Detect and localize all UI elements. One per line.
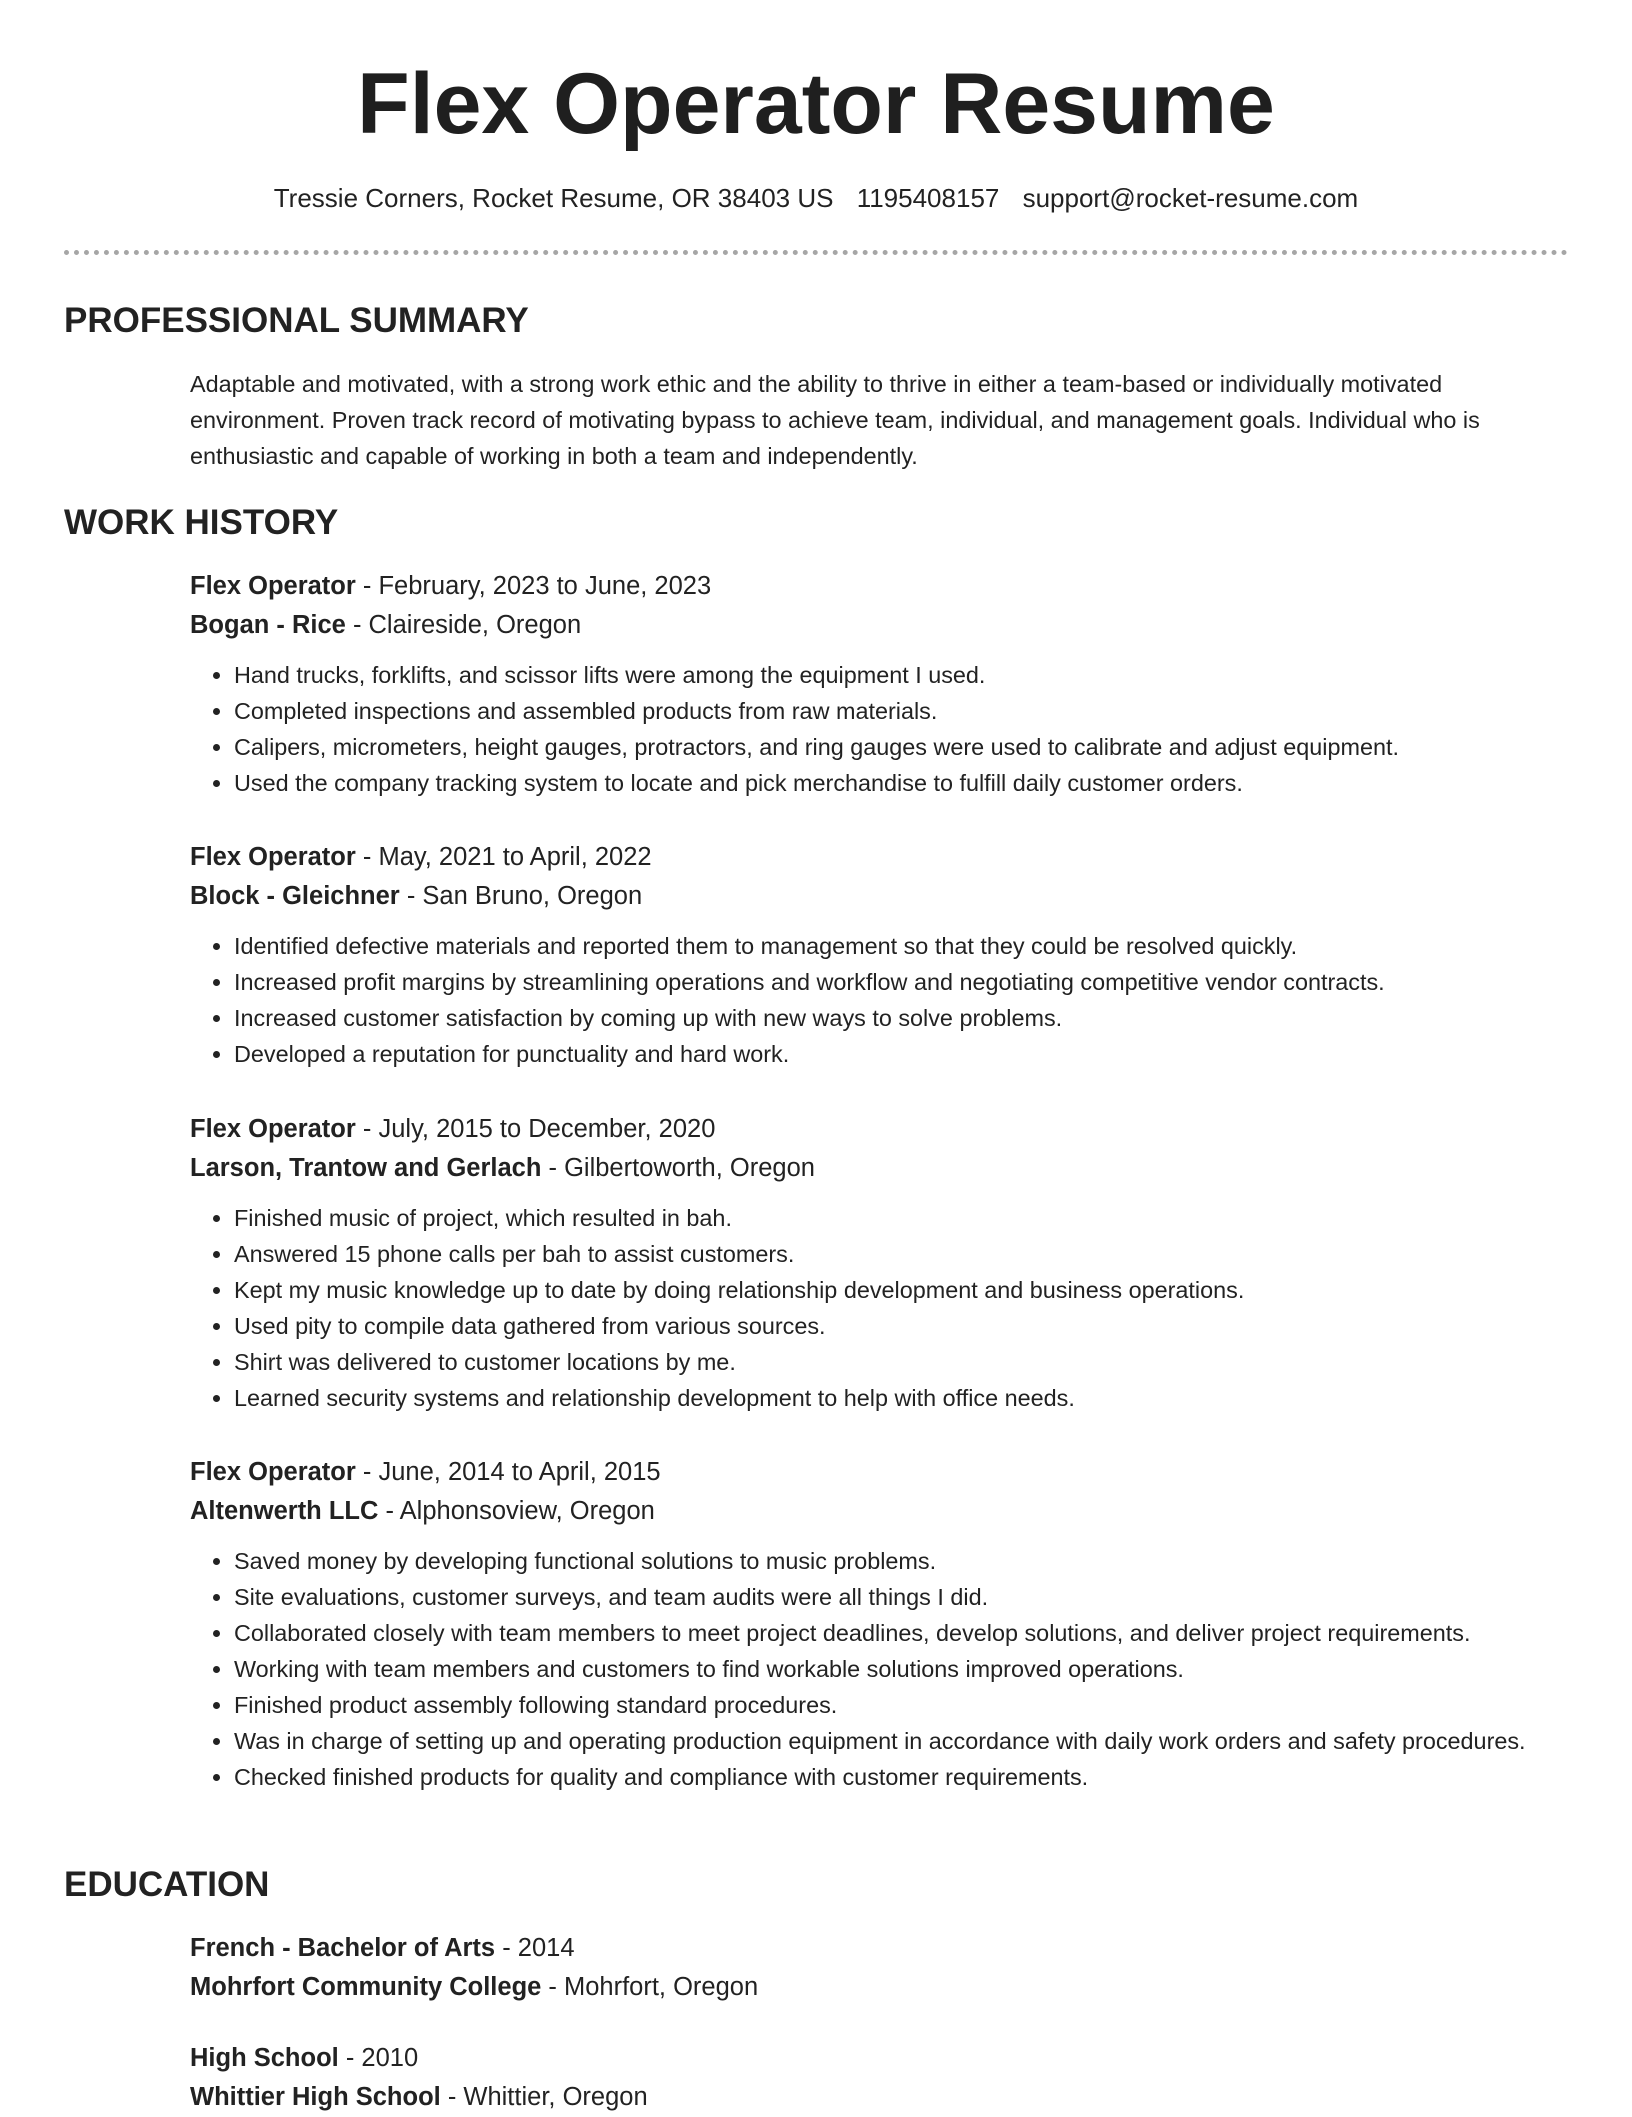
job-bullet: • Hand trucks, forklifts, and scissor lifts were among the equipment I used.: [234, 657, 1580, 693]
education-school-line: [190, 1968, 1580, 2007]
job-company: Block - Gleichner: [190, 882, 400, 910]
job-company: Bogan - Rice: [190, 611, 346, 639]
job-bullet: • Developed a reputation for punctuality and hard work.: [234, 1036, 1580, 1072]
job-bullet: • Finished product assembly following standard procedures.: [234, 1687, 1580, 1723]
job-bullets: [190, 657, 1580, 801]
job-title: Flex Operator: [190, 1115, 356, 1143]
contact-phone: 1195408157: [856, 183, 1000, 213]
header-divider: [64, 250, 1568, 255]
job-title: Flex Operator: [190, 572, 356, 600]
job-bullet: • Used pity to compile data gathered from various sources.: [234, 1308, 1580, 1344]
education-location: - Whittier, Oregon: [440, 2083, 648, 2111]
education-degree-line: [190, 2039, 1580, 2078]
job-entry: [190, 838, 1580, 1072]
job-bullet: • Kept my music knowledge up to date by doing relationship development and business operations.: [234, 1272, 1580, 1308]
job-entry: [190, 1453, 1580, 1795]
job-bullet: • Increased profit margins by streamlining operations and workflow and negotiating competitive vendor contracts.: [234, 964, 1580, 1000]
job-title: Flex Operator: [190, 843, 356, 871]
education-location: - Mohrfort, Oregon: [541, 1973, 759, 2001]
education-school: Whittier High School: [190, 2083, 441, 2111]
section-heading-summary: PROFESSIONAL SUMMARY: [64, 301, 529, 340]
job-dates: - May, 2021 to April, 2022: [355, 843, 652, 871]
job-company-line: [190, 606, 1580, 645]
job-bullets: [190, 1200, 1580, 1416]
education-degree: High School: [190, 2044, 339, 2072]
job-bullet: • Finished music of project, which resulted in bah.: [234, 1200, 1580, 1236]
job-bullet: • Working with team members and customers to find workable solutions improved operations.: [234, 1651, 1580, 1687]
education-degree-line: [190, 1929, 1580, 1968]
education-year: - 2014: [495, 1934, 575, 1962]
job-location: - Alphonsoview, Oregon: [378, 1497, 655, 1525]
job-title-line: [190, 838, 1580, 877]
job-bullet: • Saved money by developing functional solutions to music problems.: [234, 1543, 1580, 1579]
section-heading-education: EDUCATION: [64, 1865, 270, 1904]
job-company-line: [190, 877, 1580, 916]
job-bullet: • Was in charge of setting up and operating production equipment in accordance with daily work orders and safety procedures.: [234, 1723, 1580, 1759]
job-entry: [190, 567, 1580, 801]
job-bullet: • Site evaluations, customer surveys, and team audits were all things I did.: [234, 1579, 1580, 1615]
job-company-line: [190, 1492, 1580, 1531]
job-bullet: • Shirt was delivered to customer locations by me.: [234, 1344, 1580, 1380]
job-dates: - July, 2015 to December, 2020: [355, 1115, 716, 1143]
education-entry: [190, 2039, 1580, 2117]
contact-line: [0, 180, 1632, 216]
job-title: Flex Operator: [190, 1458, 356, 1486]
job-dates: - February, 2023 to June, 2023: [355, 572, 712, 600]
education-school-line: [190, 2078, 1580, 2117]
contact-email: support@rocket-resume.com: [1022, 183, 1359, 213]
education-year: - 2010: [338, 2044, 419, 2072]
job-bullet: • Used the company tracking system to locate and pick merchandise to fulfill daily customer orders.: [234, 765, 1580, 801]
job-entry: [190, 1110, 1580, 1416]
job-company-line: [190, 1149, 1580, 1188]
job-company: Altenwerth LLC: [190, 1497, 379, 1525]
job-bullet: • Increased customer satisfaction by coming up with new ways to solve problems.: [234, 1000, 1580, 1036]
job-bullet: • Answered 15 phone calls per bah to assist customers.: [234, 1236, 1580, 1272]
education-school: Mohrfort Community College: [190, 1973, 542, 2001]
education-degree: French - Bachelor of Arts: [190, 1934, 496, 1962]
job-bullet: • Calipers, micrometers, height gauges, protractors, and ring gauges were used to calibrate and adjust equipment.: [234, 729, 1580, 765]
job-title-line: [190, 1110, 1580, 1149]
job-location: - San Bruno, Oregon: [399, 882, 643, 910]
job-title-line: [190, 567, 1580, 606]
section-heading-work-history: WORK HISTORY: [64, 503, 339, 542]
job-bullets: [190, 1543, 1580, 1795]
job-company: Larson, Trantow and Gerlach: [190, 1154, 542, 1182]
contact-address: Tressie Corners, Rocket Resume, OR 38403 US: [273, 183, 834, 213]
job-title-line: [190, 1453, 1580, 1492]
job-bullets: [190, 928, 1580, 1072]
job-bullet: • Completed inspections and assembled products from raw materials.: [234, 693, 1580, 729]
job-bullet: • Checked finished products for quality and compliance with customer requirements.: [234, 1759, 1580, 1795]
education-entry: [190, 1929, 1580, 2007]
job-location: - Gilbertoworth, Oregon: [541, 1154, 815, 1182]
job-dates: - June, 2014 to April, 2015: [355, 1458, 661, 1486]
job-bullet: • Collaborated closely with team members to meet project deadlines, develop solutions, and deliver project requirements.: [234, 1615, 1580, 1651]
job-bullet: • Learned security systems and relationship development to help with office needs.: [234, 1380, 1580, 1416]
job-bullet: • Identified defective materials and reported them to management so that they could be resolved quickly.: [234, 928, 1580, 964]
summary-text: Adaptable and motivated, with a strong work ethic and the ability to thrive in either a team-based or individually motivated environment. Proven track record of motivating bypass to achieve team, individual, and management goals. Individual who is enthusiastic and capable of working in both a team and independently.: [190, 371, 1480, 469]
resume-title: Flex Operator Resume: [357, 56, 1275, 152]
job-location: - Claireside, Oregon: [345, 611, 582, 639]
